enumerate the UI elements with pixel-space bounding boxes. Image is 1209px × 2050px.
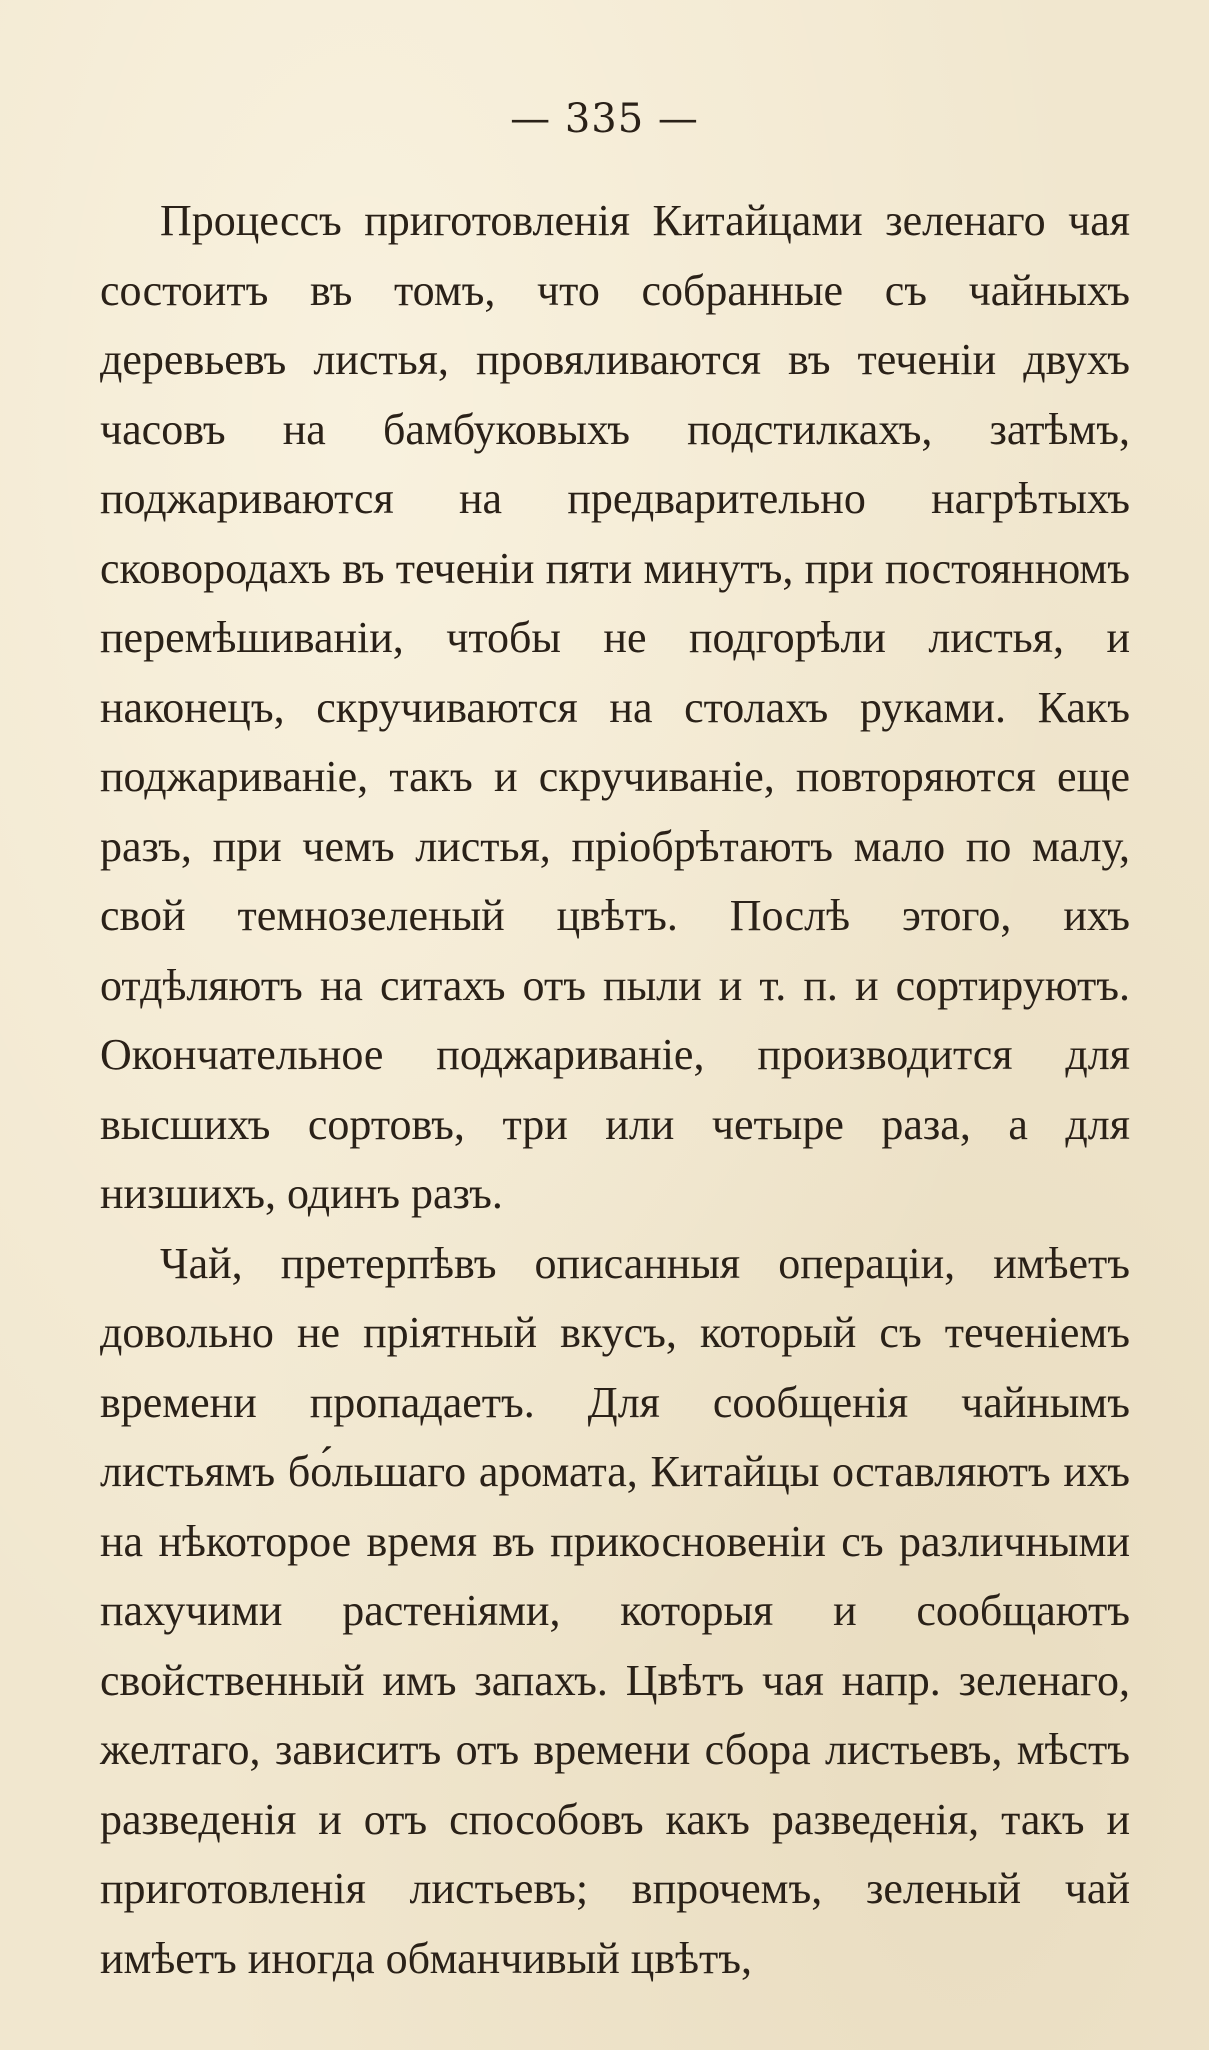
page-number: — 335 —	[510, 96, 699, 142]
paragraph-2: Чай, претерпѣвъ описанныя операціи, имѣетъ довольно не пріятный вкусъ, который съ теченіемъ времени пропадаетъ. Для сообщенія чайнымъ листьямъ бо́льшаго аромата, Китайцы оставляютъ ихъ на нѣкоторое время въ прикосновеніи съ различными пахучими растеніями, которыя и сообщаютъ свойственный имъ запахъ. Цвѣтъ чая напр. зеленаго, желтаго, зависитъ отъ времени сбора листьевъ, мѣстъ разведенія и отъ способовъ какъ разведенія, такъ и приготовленія листьевъ; впрочемъ, зеленый чай имѣетъ иногда обманчивый цвѣтъ,	[100, 1238, 1130, 1983]
paragraph-1: Процессъ приготовленія Китайцами зеленаго чая состоитъ въ томъ, что собранные съ чайныхъ деревьевъ листья, провяливаются въ теченіи двухъ часовъ на бамбуковыхъ подстилкахъ, затѣмъ, поджариваются на предварительно нагрѣтыхъ сковородахъ въ теченіи пяти минутъ, при постоянномъ перемѣшиваніи, чтобы не подгорѣли листья, и наконецъ, скручиваются на столахъ руками. Какъ поджариваніе, такъ и скручиваніе, повторяются еще разъ, при чемъ листья, пріобрѣтаютъ мало по малу, свой темнозеленый цвѣтъ. Послѣ этого, ихъ отдѣляютъ на ситахъ отъ пыли и т. п. и сортируютъ. Окончательное поджариваніе, производится для высшихъ сортовъ, три или четыре раза, а для низшихъ, одинъ разъ.	[100, 196, 1130, 1218]
body-text	[100, 186, 1130, 1993]
